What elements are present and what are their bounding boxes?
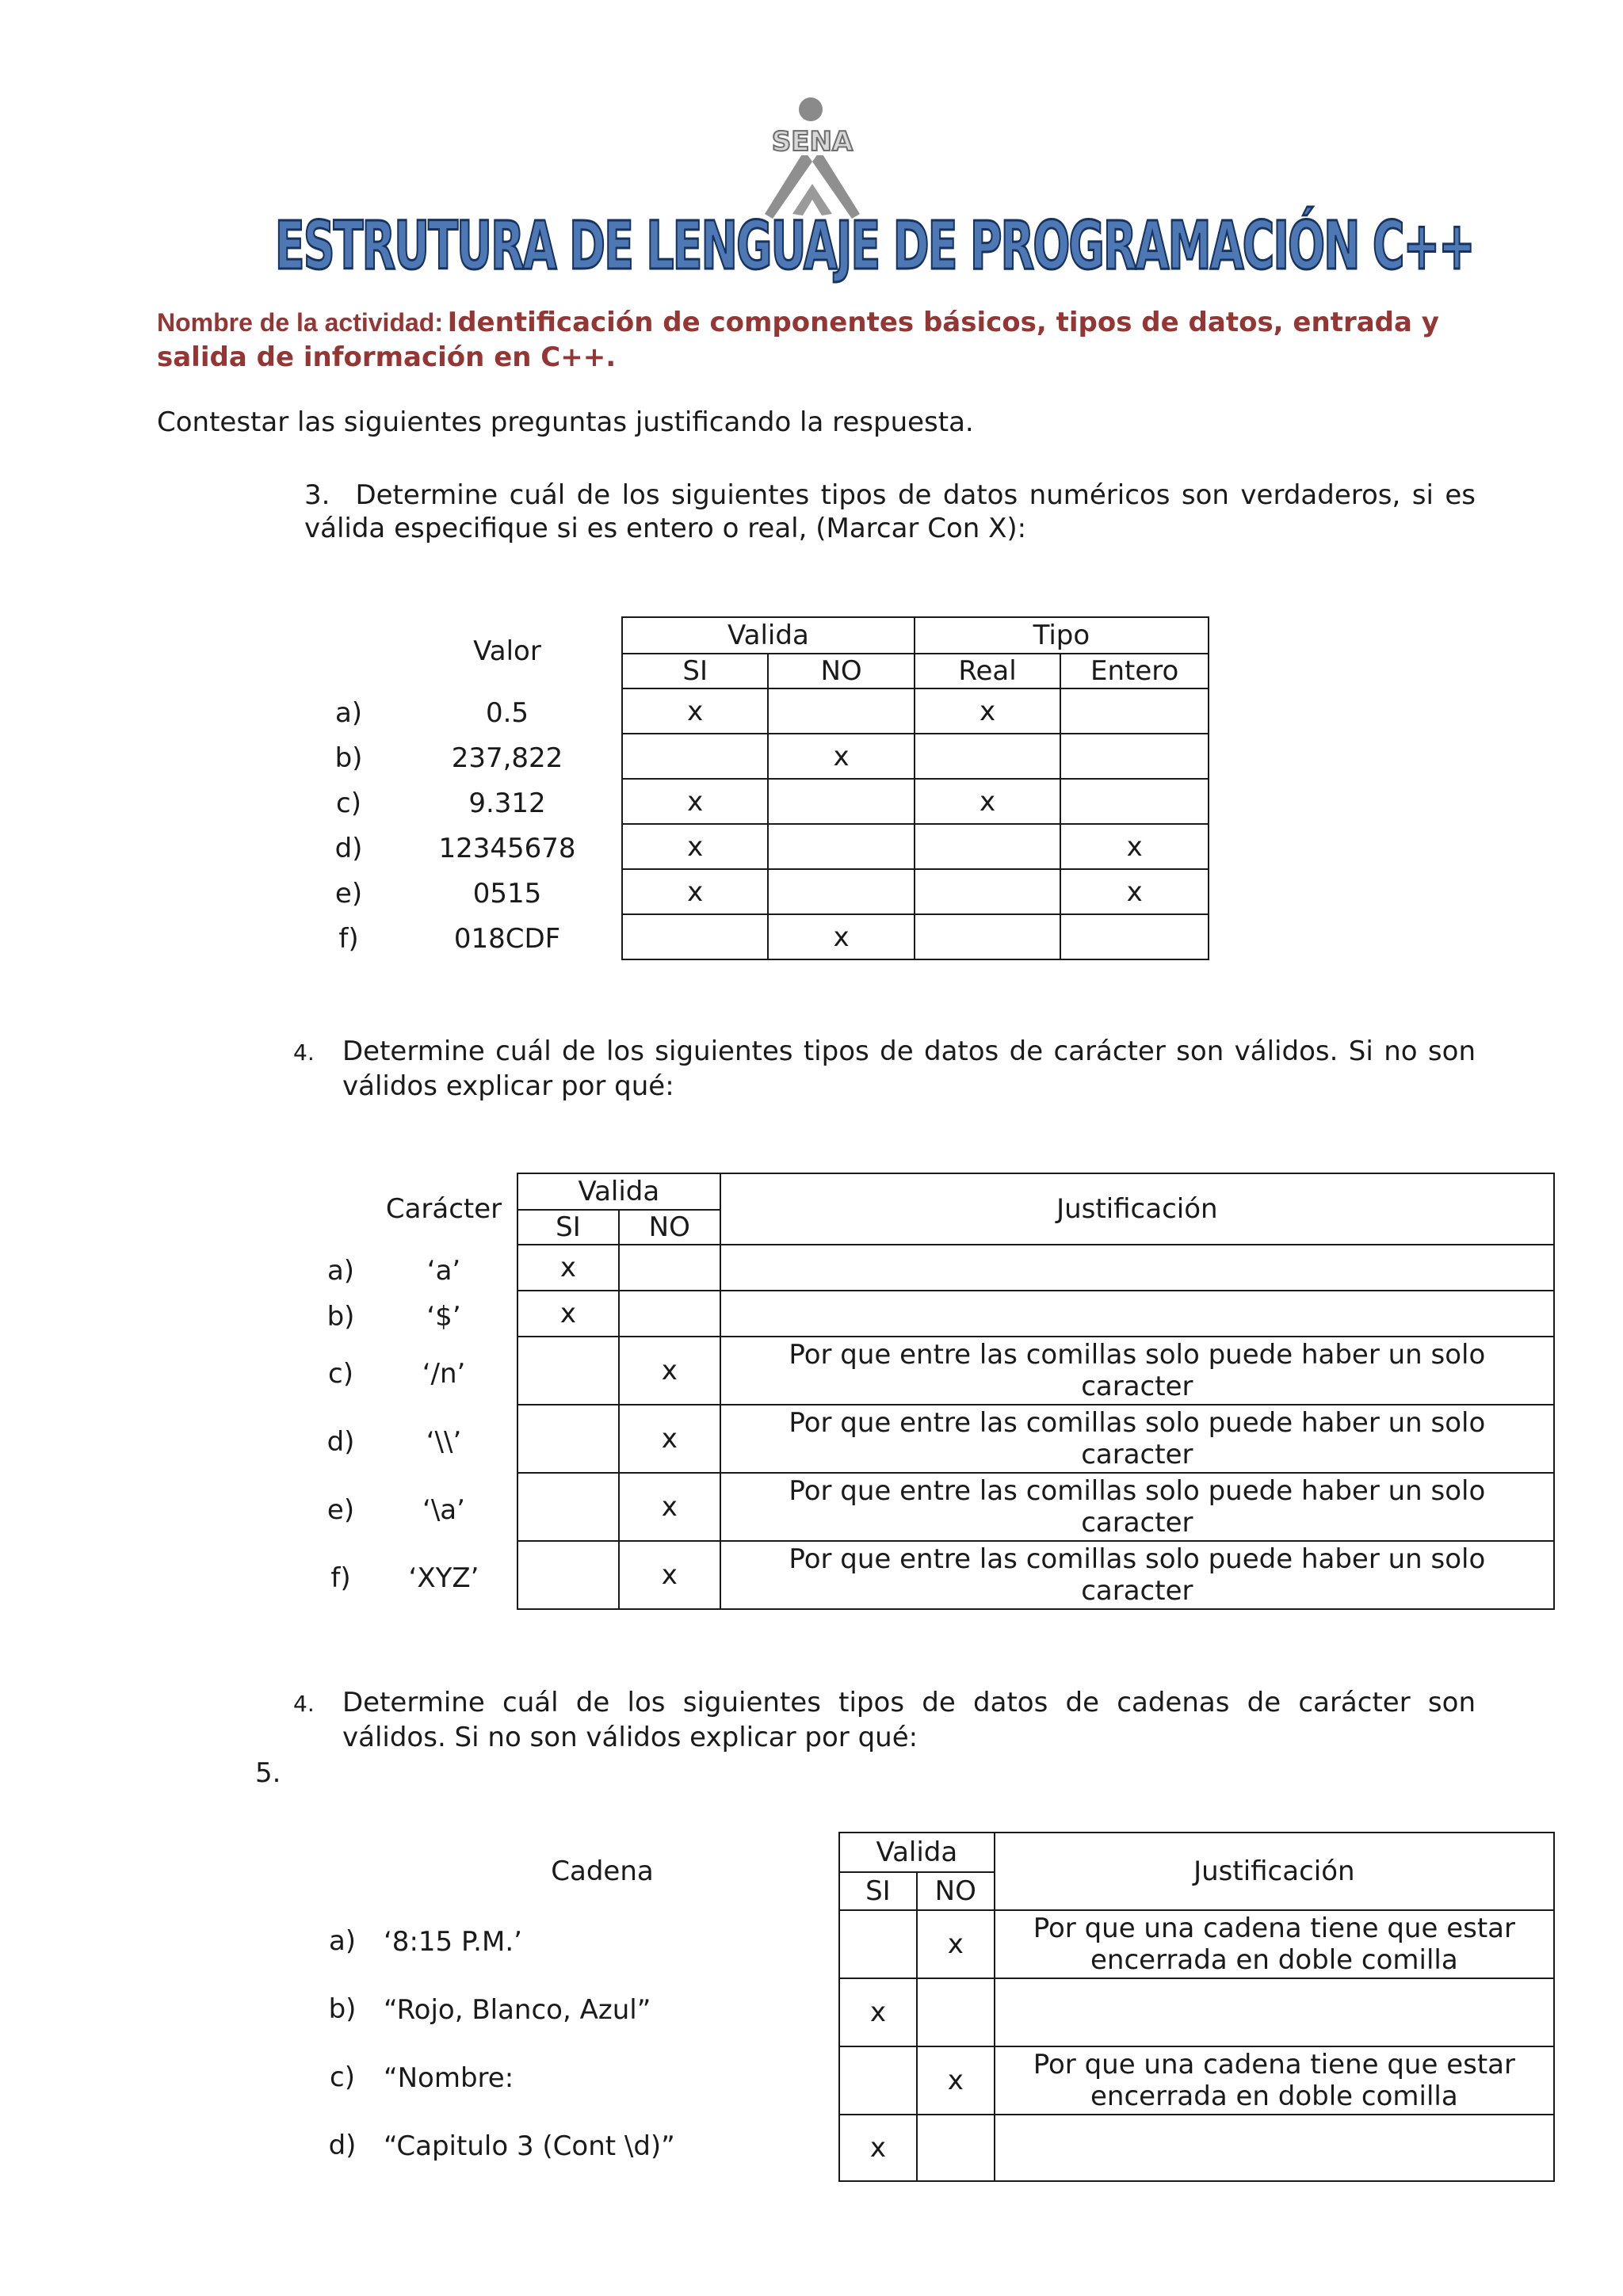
q3-row-d-si: x <box>622 824 768 869</box>
table-row <box>622 779 1209 824</box>
table-row <box>517 1541 1554 1609</box>
q3-row-c-entero <box>1060 779 1209 824</box>
q4-row-f-just-line-2: caracter <box>1081 1575 1193 1607</box>
q5-row-b-no <box>917 1978 995 2046</box>
q4-row-c-si <box>517 1337 619 1405</box>
q5-header-justificacion: Justificación <box>995 1833 1554 1910</box>
q4-row-b-value: ‘$’ <box>426 1301 461 1333</box>
q5-row-a-justification <box>995 1910 1554 1978</box>
q4-header-caracter: Carácter <box>385 1193 502 1225</box>
q5-row-c-no: x <box>917 2046 995 2115</box>
q4-row-a-si: x <box>517 1245 619 1291</box>
q4-row-f-letter: f) <box>330 1562 351 1594</box>
table-row <box>622 688 1209 734</box>
question-5-number: 4. <box>293 1691 315 1717</box>
q5-row-d-justification <box>995 2115 1554 2181</box>
q3-row-e-value: 0515 <box>472 878 542 910</box>
sena-logo <box>749 95 876 220</box>
table-row <box>622 824 1209 869</box>
q4-row-b-justification <box>720 1291 1554 1337</box>
q4-row-d-si <box>517 1405 619 1473</box>
q3-row-f-value: 018CDF <box>453 923 561 955</box>
q3-row-f-real <box>915 914 1061 959</box>
question-3-number: 3. <box>304 479 330 511</box>
q3-row-b-letter: b) <box>334 742 363 774</box>
logo-text: SENA <box>771 126 854 158</box>
q3-row-a-no <box>768 688 914 734</box>
q4-row-c-just-line-2: caracter <box>1081 1371 1193 1402</box>
q4-header-valida: Valida <box>517 1173 720 1210</box>
table-row <box>517 1337 1554 1405</box>
q5-row-c-letter: c) <box>330 2061 355 2093</box>
q3-row-d-no <box>768 824 914 869</box>
q4-row-b-letter: b) <box>327 1301 355 1333</box>
table-row <box>622 914 1209 959</box>
q3-row-d-entero: x <box>1060 824 1209 869</box>
table-row <box>622 734 1209 779</box>
q4-row-e-just-line-1: Por que entre las comillas solo puede haber un solo <box>789 1475 1486 1507</box>
activity-label: Nombre de la actividad: <box>157 308 443 337</box>
q3-row-a-si: x <box>622 688 768 734</box>
table-row <box>517 1245 1554 1291</box>
q3-row-f-no: x <box>768 914 914 959</box>
question-4-text: Determine cuál de los siguientes tipos de datos de carácter son válidos. Si no son válidos explicar por qué: <box>342 1035 1476 1102</box>
q4-row-e-value: ‘\a’ <box>422 1494 465 1526</box>
q4-row-f-value: ‘XYZ’ <box>408 1562 479 1594</box>
q4-row-e-si <box>517 1473 619 1541</box>
question-5-text: Determine cuál de los siguientes tipos de datos de cadenas de carácter son válidos. Si no son válidos explicar por qué: <box>342 1687 1476 1753</box>
q4-row-e-justification <box>720 1473 1554 1541</box>
instructions-text: Contestar las siguientes preguntas justificando la respuesta. <box>157 406 974 438</box>
q5-sub-si: SI <box>839 1872 917 1910</box>
q5-row-b-si: x <box>839 1978 917 2046</box>
table-row <box>517 1291 1554 1337</box>
q5-header-cadena: Cadena <box>551 1855 654 1887</box>
q3-row-e-entero: x <box>1060 869 1209 914</box>
q4-row-c-just-line-1: Por que entre las comillas solo puede haber un solo <box>789 1339 1486 1371</box>
q5-row-d-no <box>917 2115 995 2181</box>
q3-row-c-no <box>768 779 914 824</box>
q5-row-d-si: x <box>839 2115 917 2181</box>
activity-name <box>157 306 1488 375</box>
q5-row-c-justification <box>995 2046 1554 2115</box>
q3-row-f-si <box>622 914 768 959</box>
q3-row-b-no: x <box>768 734 914 779</box>
q5-row-b-value: “Rojo, Blanco, Azul” <box>384 1994 651 2026</box>
q4-row-f-no: x <box>619 1541 720 1609</box>
table-row <box>839 1978 1554 2046</box>
q5-row-d-letter: d) <box>328 2130 357 2161</box>
q5-row-a-just-line-2: encerrada en doble comilla <box>1090 1944 1458 1976</box>
table-row <box>839 2115 1554 2181</box>
q3-row-f-letter: f) <box>338 923 359 955</box>
q3-row-b-real <box>915 734 1061 779</box>
q4-row-d-no: x <box>619 1405 720 1473</box>
q3-row-e-si: x <box>622 869 768 914</box>
q4-row-d-value: ‘\\’ <box>426 1426 462 1458</box>
q5-row-a-value: ‘8:15 P.M.’ <box>384 1926 522 1958</box>
table-row <box>517 1405 1554 1473</box>
q4-row-f-just-line-1: Por que entre las comillas solo puede haber un solo <box>789 1543 1486 1575</box>
q3-header-tipo: Tipo <box>915 617 1209 654</box>
q4-row-a-no <box>619 1245 720 1291</box>
q4-header-justificacion: Justificación <box>720 1173 1554 1245</box>
q4-table <box>517 1173 1555 1610</box>
q4-row-a-letter: a) <box>327 1255 355 1287</box>
page-title: ESTRUTURA DE LENGUAJE DE PROGRAMACIÓN C++ <box>274 207 1474 284</box>
table-row <box>622 869 1209 914</box>
q3-row-e-real <box>915 869 1061 914</box>
q5-row-a-no: x <box>917 1910 995 1978</box>
q5-row-c-si <box>839 2046 917 2115</box>
q3-sub-no: NO <box>768 654 914 688</box>
q4-row-b-si: x <box>517 1291 619 1337</box>
q5-row-a-letter: a) <box>328 1925 357 1957</box>
q3-row-d-letter: d) <box>334 833 363 864</box>
q5-table <box>838 1832 1555 2182</box>
q4-row-c-letter: c) <box>328 1358 353 1390</box>
q3-row-a-value: 0.5 <box>485 697 529 729</box>
q4-row-f-si <box>517 1541 619 1609</box>
q5-row-a-si <box>839 1910 917 1978</box>
q3-row-c-real: x <box>915 779 1061 824</box>
q4-row-d-letter: d) <box>327 1426 355 1458</box>
table-row <box>839 2046 1554 2115</box>
q4-row-f-justification <box>720 1541 1554 1609</box>
q4-row-a-value: ‘a’ <box>426 1255 461 1287</box>
q3-row-a-letter: a) <box>334 697 363 729</box>
question-3-text: Determine cuál de los siguientes tipos de datos numéricos son verdaderos, si es válida especifique si es entero o real, (Marcar Con X): <box>304 479 1476 544</box>
q3-row-e-letter: e) <box>334 878 363 910</box>
question-4-number: 4. <box>293 1039 315 1066</box>
q4-row-e-no: x <box>619 1473 720 1541</box>
table-row <box>517 1473 1554 1541</box>
q4-row-c-justification <box>720 1337 1554 1405</box>
table-row <box>839 1910 1554 1978</box>
q3-row-c-si: x <box>622 779 768 824</box>
question-5-extra-number: 5. <box>255 1757 281 1789</box>
q3-row-a-entero <box>1060 688 1209 734</box>
q4-row-d-justification <box>720 1405 1554 1473</box>
q5-row-a-just-line-1: Por que una cadena tiene que estar <box>1033 1913 1515 1944</box>
q5-row-d-value: “Capitulo 3 (Cont \d)” <box>384 2130 675 2162</box>
q3-row-d-real <box>915 824 1061 869</box>
question-4 <box>293 1035 1476 1103</box>
question-5 <box>293 1686 1476 1754</box>
q3-table <box>621 616 1209 960</box>
q4-row-b-no <box>619 1291 720 1337</box>
question-3 <box>304 479 1476 545</box>
q3-sub-real: Real <box>915 654 1061 688</box>
q4-row-e-just-line-2: caracter <box>1081 1507 1193 1539</box>
q5-row-b-justification <box>995 1978 1554 2046</box>
q5-row-c-value: “Nombre: <box>384 2062 514 2094</box>
q5-row-c-just-line-1: Por que una cadena tiene que estar <box>1033 2049 1515 2081</box>
q3-sub-entero: Entero <box>1060 654 1209 688</box>
activity-value: Identificación de componentes básicos, tipos de datos, entrada y salida de información en C++. <box>157 307 1439 373</box>
q4-row-a-justification <box>720 1245 1554 1291</box>
q4-sub-no: NO <box>619 1210 720 1245</box>
q5-row-b-letter: b) <box>328 1993 357 2025</box>
q4-row-e-letter: e) <box>327 1494 355 1526</box>
q3-row-c-value: 9.312 <box>468 788 546 819</box>
q4-sub-si: SI <box>517 1210 619 1245</box>
q3-row-b-value: 237,822 <box>451 742 563 774</box>
q3-row-d-value: 12345678 <box>438 833 576 864</box>
q3-header-valor: Valor <box>473 635 541 667</box>
q3-row-a-real: x <box>915 688 1061 734</box>
q3-row-b-entero <box>1060 734 1209 779</box>
q5-sub-no: NO <box>917 1872 995 1910</box>
q3-row-c-letter: c) <box>336 788 361 819</box>
q5-header-valida: Valida <box>839 1833 995 1872</box>
q4-row-c-no: x <box>619 1337 720 1405</box>
q3-row-f-entero <box>1060 914 1209 959</box>
q4-row-d-just-line-2: caracter <box>1081 1439 1193 1470</box>
q3-row-e-no <box>768 869 914 914</box>
q3-row-b-si <box>622 734 768 779</box>
q3-header-valida: Valida <box>622 617 915 654</box>
q3-sub-si: SI <box>622 654 768 688</box>
q4-row-c-value: ‘/n’ <box>422 1358 466 1390</box>
q5-row-c-just-line-2: encerrada en doble comilla <box>1090 2081 1458 2112</box>
q4-row-d-just-line-1: Por que entre las comillas solo puede haber un solo <box>789 1407 1486 1439</box>
